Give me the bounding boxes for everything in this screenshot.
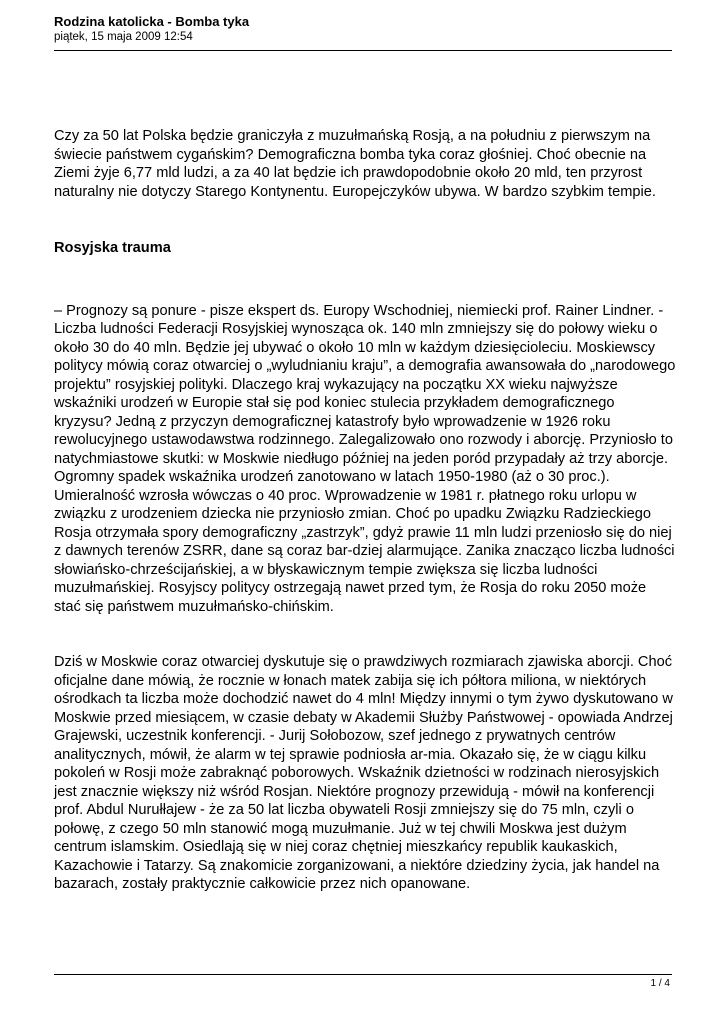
page-number: 1 / 4	[650, 978, 670, 989]
document-title: Rodzina katolicka - Bomba tyka	[54, 14, 250, 29]
article-body	[54, 125, 676, 894]
footer-divider	[54, 974, 672, 975]
body-paragraph-1: – Prognozy są ponure - pisze ekspert ds. Europy Wschodniej, niemiecki prof. Rainer Lindner. - Liczba ludności Federacji Rosyjskiej wynosząca ok. 140 mln zmniejszy się do połowy wieku o około 30 do 40 mln. Będzie jej ubywać o około 10 mln w każdym dziesięcioleciu. Moskiewscy politycy mówią coraz otwarciej o „wyludnianiu kraju”, a demografia awansowała do „narodowego projektu” rosyjskiej polityki. Dlaczego kraj wykazujący na początku XX wieku najwyższe wskaźniki urodzeń w Europie stał się pod koniec stulecia przykładem demograficznego kryzysu? Jedną z przyczyn demograficznej katastrofy było wprowadzenie w 1926 roku rewolucyjnego ustawodawstwa rodzinnego. Zalegalizowało ono rozwody i aborcję. Przyniosło to natychmiastowe skutki: w Moskwie niedługo później na jeden poród przypadały aż trzy aborcje. Ogromny spadek wskaźnika urodzeń zanotowano w latach 1950-1980 (aż o 30 proc.). Umieralność wzrosła wówczas o 40 proc. Wprowadzenie w 1981 r. płatnego roku urlopu w związku z urodzeniem dziecka nie przyniosło zmian. Choć po upadku Związku Radzieckiego Rosja otrzymała spory demograficzny „zastrzyk”, gdyż prawie 11 mln ludzi przeniosło się do niej z dawnych terenów ZSRR, dane są coraz bar-dziej alarmujące. Zanika znacząco liczba ludności słowiańsko-chrześcijańskiej, a w błyskawicznym tempie zwiększa się liczba ludności muzułmańskiej. Rosyjscy politycy ostrzegają nawet przed tym, że Rosja do roku 2050 może stać się państwem muzułmańsko-chińskim.	[54, 302, 676, 615]
publication-date: piątek, 15 maja 2009 12:54	[54, 31, 193, 43]
intro-paragraph: Czy za 50 lat Polska będzie graniczyła z muzułmańską Rosją, a na południu z pierwszym na świecie państwem cygańskim? Demograficzna bomba tyka coraz głośniej. Choć obecnie na Ziemi żyje 6,77 mld ludzi, a za 40 lat będzie ich prawdopodobnie około 20 mld, ten przyrost naturalny nie dotyczy Starego Kontynentu. Europejczyków ubywa. W bardzo szybkim tempie.	[54, 128, 656, 200]
page-header	[54, 14, 674, 45]
header-divider	[54, 50, 672, 51]
body-paragraph-2: Dziś w Moskwie coraz otwarciej dyskutuje się o prawdziwych rozmiarach zjawiska aborcji. Choć oficjalne dane mówią, że rocznie w łonach matek zabija się ich półtora miliona, w niektórych ośrodkach ta liczba może dochodzić nawet do 4 mln! Między innymi o tym żywo dyskutowano w Moskwie przed miesiącem, w czasie debaty w Akademii Służby Państwowej - opowiada Andrzej Grajewski, uczestnik konferencji. - Jurij Sołobozow, szef jednego z prywatnych centrów analitycznych, mówił, że alarm w tej sprawie podniosła ar-mia. Okazało się, że w ciągu kilku pokoleń w Rosji może zabraknąć poborowych. Wskaźnik dzietności w rodzinach nierosyjskich jest znacznie większy niż wśród Rosjan. Niektóre prognozy przewidują - mówił na konferencji prof. Abdul Nurułłajew - że za 50 lat liczba obywateli Rosji zmniejszy się do 75 mln, czyli o połowę, z czego 50 mln stanowić mogą muzułmanie. Już w tej chwili Moskwa jest dużym centrum islamskim. Osiedlają się w niej coraz chętniej mieszkańcy republik kaukaskich, Kazachowie i Tatarzy. Są znakomicie zorganizowani, a niektóre dziedziny życia, jak handel na bazarach, zostały praktycznie całkowicie przez nich opanowane.	[54, 654, 673, 892]
section-heading: Rosyjska trauma	[54, 240, 171, 256]
